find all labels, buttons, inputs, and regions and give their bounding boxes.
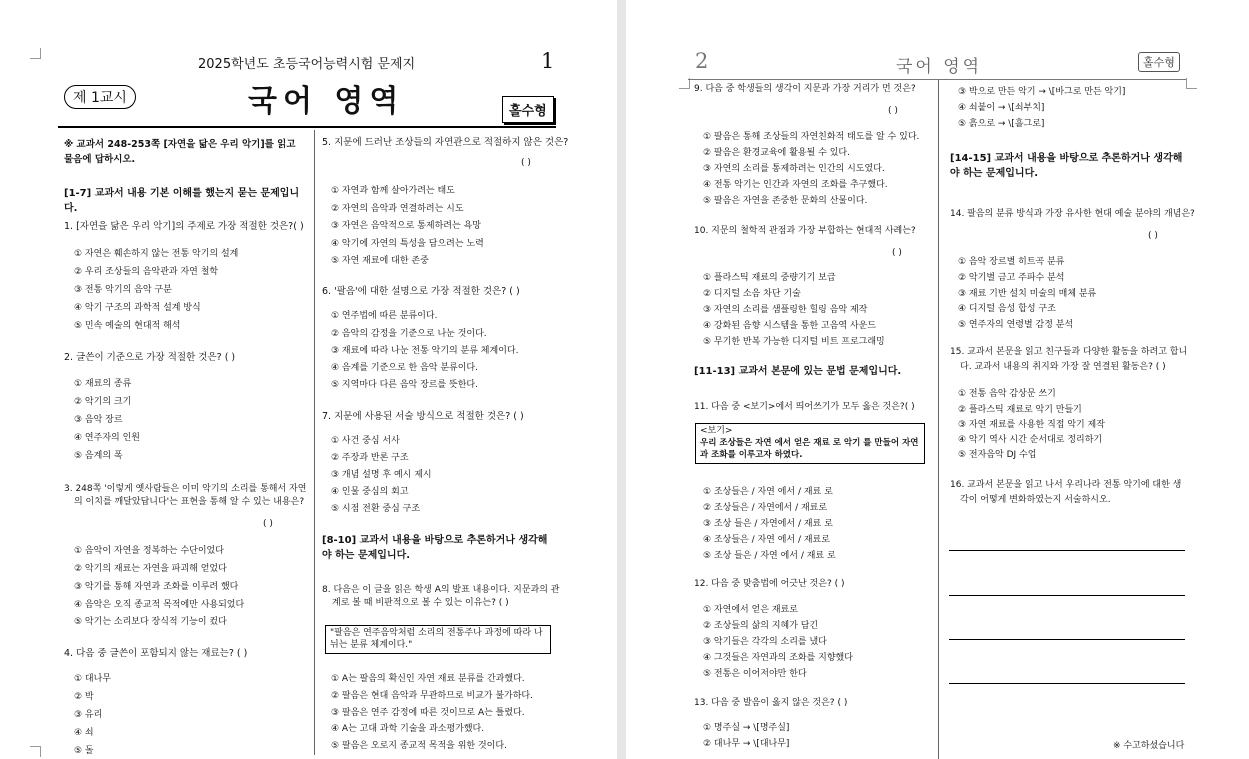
question-13: 13. 다음 중 발음이 옳지 않은 것은? ( )	[694, 698, 848, 708]
answer-option[interactable]: ③ 팔음은 연주 감정에 따른 것이므로 A는 틀렸다.	[331, 708, 525, 718]
answer-option[interactable]: ③ 유리	[74, 710, 103, 720]
answer-blank[interactable]: ( )	[1148, 231, 1158, 241]
question-14: 14. 팔음의 분류 방식과 가장 유사한 현대 예술 분야의 개념은?	[950, 209, 1195, 219]
answer-option[interactable]: ① 대나무	[74, 674, 112, 684]
answer-writing-line[interactable]	[949, 683, 1185, 684]
question-1: 1. [자연을 닮은 우리 악기]의 주제로 가장 적절한 것은?( )	[64, 221, 304, 232]
answer-option[interactable]: ⑤ 돌	[74, 746, 94, 756]
question-6: 6. '팔음'에 대한 설명으로 가장 적절한 것은? ( )	[322, 286, 520, 297]
answer-option[interactable]: ② 악기의 재료는 자연을 파괴해 얻었다	[74, 564, 227, 574]
answer-blank[interactable]: ( )	[888, 106, 898, 116]
question-8-line1: 8. 다음은 이 글을 읽은 학생 A의 발표 내용이다. 지문과의 관	[322, 585, 560, 595]
question-15-line2: 다. 교과서 내용의 취지와 가장 잘 연결된 활동은? ( )	[960, 362, 1166, 372]
answer-option[interactable]: ⑤ 조상 들은 / 자연 에서 / 재료 로	[703, 551, 836, 561]
answer-option[interactable]: ① 자연은 훼손하지 않는 전통 악기의 설계	[74, 249, 239, 259]
question-11: 11. 다음 중 <보기>에서 띄어쓰기가 모두 옳은 것은?( )	[694, 402, 915, 412]
answer-option[interactable]: ② 팔음은 현대 음악과 무관하므로 비교가 불가하다.	[331, 691, 533, 701]
question-9: 9. 다음 중 학생들의 생각이 지문과 가장 거리가 먼 것은?	[694, 84, 916, 94]
answer-option[interactable]: ⑤ 흙으로 → \[흘그로]	[958, 119, 1045, 129]
answer-option[interactable]: ⑤ 연주자의 연령별 감정 분석	[958, 320, 1074, 330]
answer-option[interactable]: ① 조상들은 / 자연 에서 / 재료 로	[703, 487, 833, 497]
section-heading: [14-15] 교과서 내용을 바탕으로 추론하거나 생각해야 하는 문제입니다.	[950, 153, 1183, 179]
example-box-label: <보기>	[700, 426, 733, 436]
answer-option[interactable]: ④ 쇠붙이 → \[쇠부치]	[958, 103, 1045, 113]
answer-option[interactable]: ④ 악기 역사 시간 순서대로 정리하기	[958, 435, 1103, 445]
answer-option[interactable]: ③ 자연 재료를 사용한 직접 악기 제작	[958, 420, 1105, 430]
answer-option[interactable]: ⑤ 전통은 이어저야만 한다	[703, 669, 807, 679]
answer-option[interactable]: ⑤ 팔음은 오로지 종교적 목적을 위한 것이다.	[331, 741, 507, 751]
section-heading: [8-10] 교과서 내용을 바탕으로 추론하거나 생각해야 하는 문제입니다.	[322, 535, 548, 561]
answer-writing-line[interactable]	[949, 595, 1185, 596]
answer-option[interactable]: ② 팔음은 환경교육에 활용될 수 있다.	[703, 148, 850, 158]
question-16-line2: 각이 어떻게 변화하였는지 서술하시오.	[960, 495, 1111, 505]
answer-blank[interactable]: ( )	[521, 158, 531, 168]
answer-option[interactable]: ② 악기별 금고 주파수 분석	[958, 273, 1065, 283]
answer-option[interactable]: ④ 악기 구조의 과학적 설계 방식	[74, 303, 201, 313]
answer-option[interactable]: ② 주장과 반론 구조	[331, 453, 409, 463]
page-number: 2	[695, 49, 709, 73]
subject-header: 국어 영역	[896, 57, 983, 77]
answer-option[interactable]: ③ 개념 설명 후 예시 제시	[331, 470, 432, 480]
page-number: 1	[541, 49, 555, 73]
section-heading: [1-7] 교과서 내용 기본 이해를 했는지 묻는 문제입니다.	[64, 188, 300, 214]
answer-option[interactable]: ⑤ 악기는 소리보다 장식적 기능이 컸다	[74, 617, 227, 627]
answer-option[interactable]: ⑤ 무기한 반복 가능한 디지털 비트 프로그래밍	[703, 337, 885, 347]
crop-mark	[1186, 78, 1197, 89]
exam-page-2	[626, 0, 1249, 759]
answer-option[interactable]: ③ 박으로 만든 악기 → \[바그로 만든 악기]	[958, 87, 1126, 97]
question-12: 12. 다음 중 맞춤법에 어긋난 것은? ( )	[694, 579, 845, 589]
answer-option[interactable]: ③ 재료에 따라 나눈 전통 악기의 분류 체계이다.	[331, 346, 519, 356]
answer-option[interactable]: ④ 음계를 기준으로 한 음악 분류이다.	[331, 363, 478, 373]
answer-option[interactable]: ④ A는 고대 과학 기술을 과소평가했다.	[331, 724, 485, 734]
answer-option[interactable]: ③ 자연은 음악적으로 통제하려는 욕망	[331, 221, 481, 231]
answer-option[interactable]: ① 자연과 함께 살아가려는 태도	[331, 186, 455, 196]
answer-option[interactable]: ③ 자연의 소리를 샘플링한 힐링 음악 제작	[703, 305, 868, 315]
crop-mark	[30, 48, 41, 59]
answer-option[interactable]: ① 재료의 종류	[74, 379, 132, 389]
example-box-text: 우리 조상들은 자연 에서 얻은 재료 로 악기 를 만들어 자연과 조화를 이루고자 하였다.	[700, 438, 919, 460]
answer-option[interactable]: ① 사건 중심 서사	[331, 436, 400, 446]
answer-option[interactable]: ③ 악기들은 각각의 소리를 냈다	[703, 637, 827, 647]
crop-mark	[30, 746, 41, 757]
session-badge: 제 1교시	[64, 85, 136, 109]
answer-option[interactable]: ② 악기의 크기	[74, 397, 132, 407]
answer-option[interactable]: ① 음악이 자연을 정복하는 수단이었다	[74, 546, 224, 556]
question-5: 5. 지문에 드러난 조상들의 자연관으로 적절하지 않은 것은?	[322, 137, 569, 148]
subject-title: 국어 영역	[248, 84, 405, 119]
section-heading: [11-13] 교과서 본문에 있는 문법 문제입니다.	[694, 366, 902, 377]
answer-option[interactable]: ④ 쇠	[74, 728, 94, 738]
question-10: 10. 지문의 철학적 관점과 가장 부합하는 현대적 사례는?	[694, 226, 916, 236]
answer-option[interactable]: ① 자연에서 얻은 재료로	[703, 605, 798, 615]
answer-option[interactable]: ② 플라스틱 재료로 악기 만들기	[958, 405, 1082, 415]
answer-option[interactable]: ④ 음악은 오직 종교적 목적에만 사용되었다	[74, 600, 245, 610]
header-rule	[58, 126, 556, 128]
answer-option[interactable]: ② 자연의 음악과 연결하려는 시도	[331, 204, 464, 214]
answer-option[interactable]: ⑤ 자연 재료에 대한 존중	[331, 256, 429, 266]
answer-option[interactable]: ① 전통 음악 감상문 쓰기	[958, 389, 1056, 399]
answer-option[interactable]: ⑤ 시점 전환 중심 구조	[331, 504, 421, 514]
answer-option[interactable]: ① A는 팔음의 확신인 자연 재료 분류를 간과했다.	[331, 674, 525, 684]
question-7: 7. 지문에 사용된 서술 방식으로 적절한 것은? ( )	[322, 411, 524, 422]
answer-option[interactable]: ① 음악 장르별 히트곡 분류	[958, 257, 1065, 267]
answer-option[interactable]: ③ 전통 악기의 음악 구분	[74, 285, 172, 295]
answer-option[interactable]: ② 우리 조상들의 음악관과 자연 철학	[74, 267, 219, 277]
answer-option[interactable]: ⑤ 지역마다 다른 음악 장르를 뜻한다.	[331, 380, 478, 390]
column-divider	[938, 80, 939, 759]
answer-blank[interactable]: ( )	[892, 248, 902, 258]
answer-option[interactable]: ③ 악기를 통해 자연과 조화를 이루려 했다	[74, 582, 239, 592]
answer-blank[interactable]: ( )	[263, 519, 273, 529]
exam-document-title: 2025학년도 초등국어능력시험 문제지	[198, 57, 416, 72]
answer-option[interactable]: ① 연주법에 따른 분류이다.	[331, 311, 438, 321]
answer-option[interactable]: ① 플라스틱 재료의 중량기기 보급	[703, 273, 836, 283]
answer-option[interactable]: ④ 연주자의 인원	[74, 433, 140, 443]
question-8-line2: 계로 볼 때 비판적으로 볼 수 있는 이유는? ( )	[332, 598, 509, 608]
answer-option[interactable]: ④ 악기에 자연의 특성을 담으려는 노력	[331, 239, 484, 249]
answer-option[interactable]: ④ 그것들은 자연과의 조화를 지향했다	[703, 653, 853, 663]
answer-option[interactable]: ④ 인물 중심의 회고	[331, 487, 409, 497]
question-3-line2: 의 이치를 깨달았답니다'는 표현을 통해 알 수 있는 내용은?	[74, 497, 305, 507]
answer-option[interactable]: ③ 재료 기반 설치 미술의 매체 분류	[958, 289, 1097, 299]
closing-note: ※ 수고하셨습니다	[1113, 741, 1185, 751]
question-2: 2. 글쓴이 기준으로 가장 적절한 것은? ( )	[64, 352, 236, 363]
answer-option[interactable]: ③ 음악 장르	[74, 415, 123, 425]
quote-box: "팔음은 연주음악처럼 소리의 전통주나 과정에 따라 나뉘는 분류 체계이다."	[325, 625, 551, 654]
answer-writing-line[interactable]	[949, 639, 1185, 640]
answer-option[interactable]: ② 대나무 → \[대나무]	[703, 739, 790, 749]
answer-option[interactable]: ⑤ 민속 예술의 현대적 해석	[74, 321, 181, 331]
exam-type-badge: 홀수형	[502, 96, 554, 123]
answer-option[interactable]: ② 조상들의 삶의 지혜가 담긴	[703, 621, 819, 631]
answer-option[interactable]: ⑤ 음계의 폭	[74, 451, 123, 461]
answer-option[interactable]: ④ 전통 악기는 인간과 자연의 조화를 추구했다.	[703, 180, 888, 190]
passage-instruction: ※ 교과서 248-253쪽 [자연을 닮은 우리 악기]를 읽고 물음에 답하시오.	[64, 139, 296, 165]
answer-option[interactable]: ④ 조상들은 / 자연 에서 / 재료로	[703, 535, 830, 545]
answer-option[interactable]: ③ 조상 들은 / 자연에서 / 재료 로	[703, 519, 833, 529]
exam-type-badge: 홀수형	[1138, 52, 1180, 72]
example-box	[695, 423, 925, 464]
question-15-line1: 15. 교과서 본문을 읽고 친구들과 다양한 활동을 하려고 합니	[950, 347, 1188, 357]
answer-option[interactable]: ④ 강화된 음향 시스템을 통한 고음역 사운드	[703, 321, 877, 331]
question-4: 4. 다음 중 글쓴이 포함되지 않는 재료는? ( )	[64, 648, 248, 659]
answer-option[interactable]: ⑤ 전자음악 DJ 수업	[958, 450, 1037, 460]
column-divider	[314, 130, 315, 755]
answer-option[interactable]: ② 조상들은 / 자연에서 / 재료로	[703, 503, 828, 513]
answer-option[interactable]: ② 디지털 소음 차단 기술	[703, 289, 801, 299]
answer-writing-line[interactable]	[949, 550, 1185, 551]
answer-option[interactable]: ① 팔음은 통해 조상들의 자연친화적 태도를 알 수 있다.	[703, 132, 920, 142]
answer-option[interactable]: ② 음악의 감정을 기준으로 나눈 것이다.	[331, 329, 487, 339]
question-3-line1: 3. 248쪽 '이렇게 옛사람들은 이미 악기의 소리를 통해서 자연	[64, 484, 307, 494]
answer-option[interactable]: ③ 자연의 소리를 통제하려는 인간의 시도였다.	[703, 164, 885, 174]
answer-option[interactable]: ④ 디지털 음성 합성 구조	[958, 304, 1056, 314]
question-16-line1: 16. 교과서 본문을 읽고 나서 우리나라 전통 악기에 대한 생	[950, 480, 1182, 490]
answer-option[interactable]: ⑤ 팔음은 자연을 존중한 문화의 산물이다.	[703, 196, 868, 206]
answer-option[interactable]: ① 명주실 → \[명주실]	[703, 723, 790, 733]
header-rule	[688, 79, 1186, 80]
answer-option[interactable]: ② 박	[74, 692, 94, 702]
exam-page-1	[0, 0, 617, 759]
